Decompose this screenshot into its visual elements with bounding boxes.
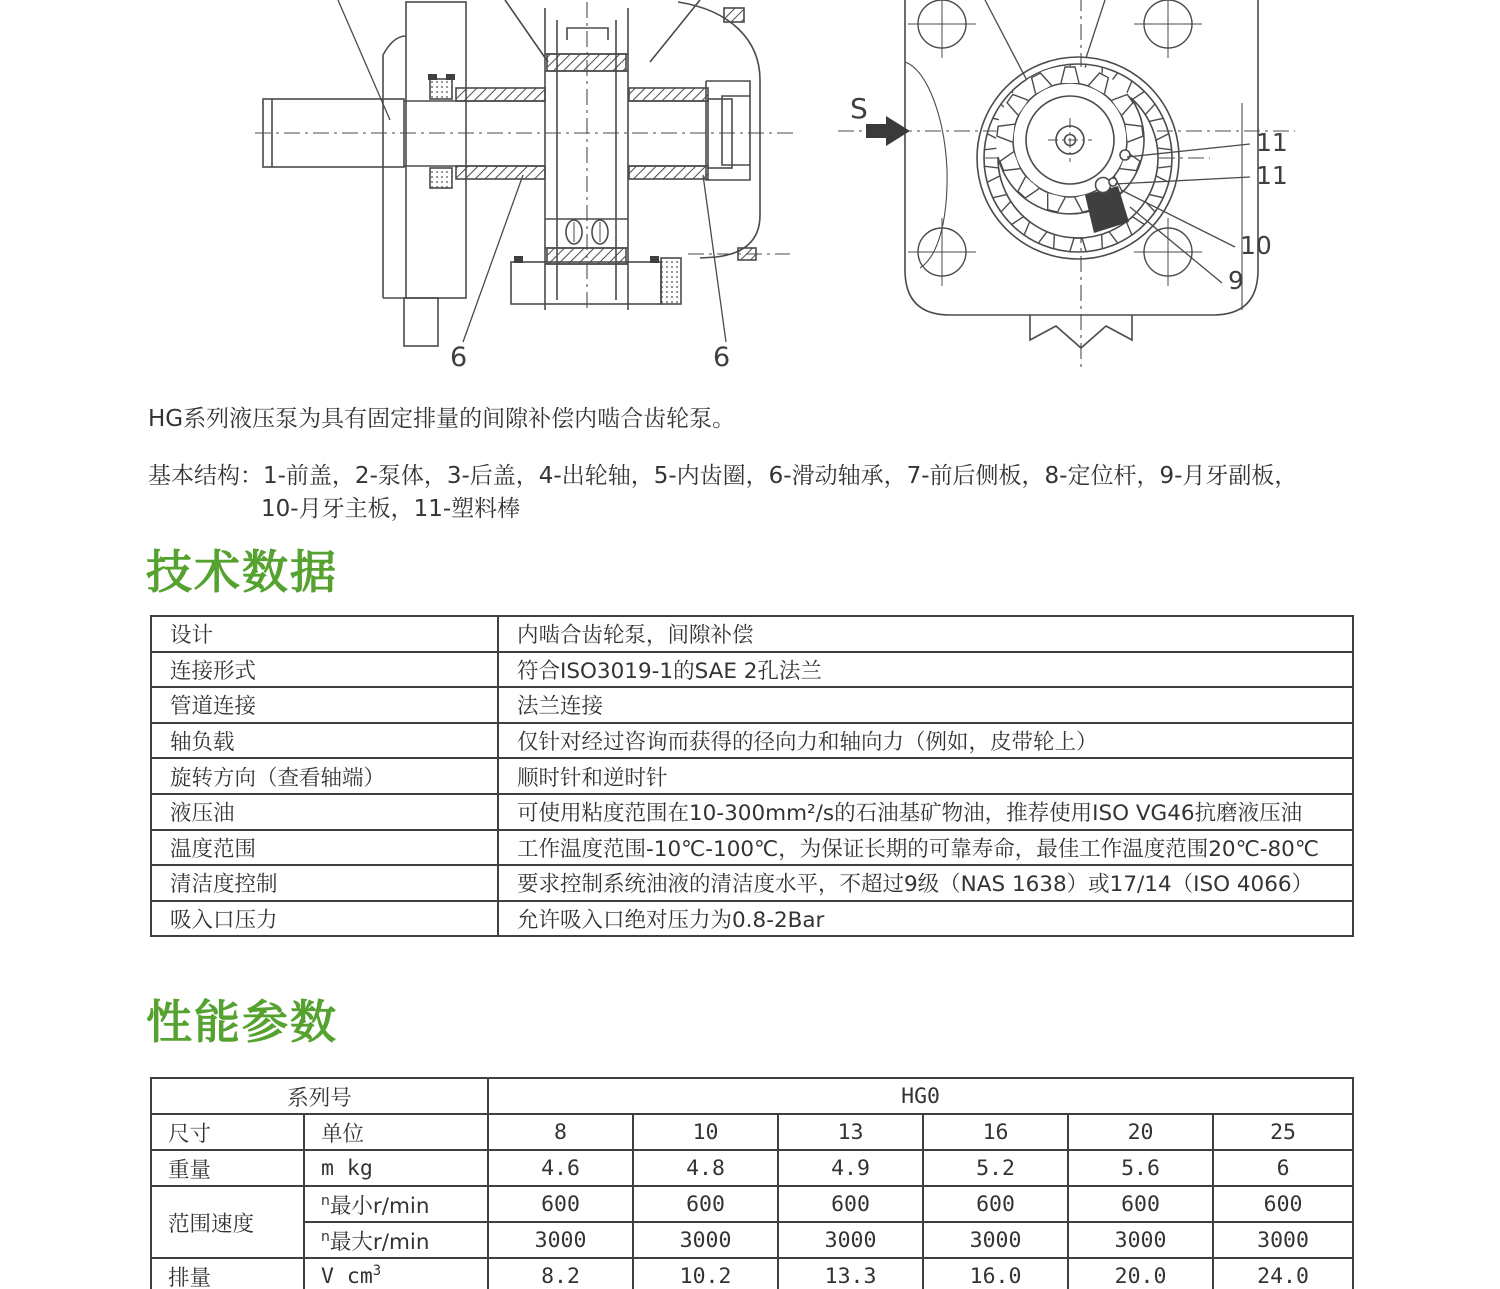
speed-max-value: 3000 — [778, 1222, 923, 1258]
inlet-arrow-label: S — [850, 92, 868, 125]
speed-max-value: 3000 — [488, 1222, 633, 1258]
tech-value: 可使用粘度范围在10-300mm²/s的石油基矿物油，推荐使用ISO VG46抗磨液压油 — [498, 794, 1353, 830]
table-row — [151, 687, 1353, 723]
tech-label: 液压油 — [151, 794, 498, 830]
displacement-unit — [304, 1258, 488, 1289]
series-value: HG0 — [488, 1078, 1353, 1114]
performance-table — [150, 1077, 1354, 1289]
speed-min-unit-sup: n — [321, 1192, 330, 1209]
weight-value: 4.9 — [778, 1150, 923, 1186]
tech-value: 工作温度范围-10℃-100℃，为保证长期的可靠寿命，最佳工作温度范围20℃-80℃ — [498, 830, 1353, 866]
callout-label-11b: 11 — [1256, 161, 1288, 190]
tech-label: 连接形式 — [151, 652, 498, 688]
weight-value: 5.6 — [1068, 1150, 1213, 1186]
callout-label-6-left: 6 — [450, 342, 468, 373]
weight-value: 4.8 — [633, 1150, 778, 1186]
size-value: 10 — [633, 1114, 778, 1150]
table-row — [151, 794, 1353, 830]
tech-value: 内啮合齿轮泵，间隙补偿 — [498, 616, 1353, 652]
table-row — [151, 758, 1353, 794]
speed-min-unit — [304, 1186, 488, 1222]
displacement-value: 24.0 — [1213, 1258, 1353, 1289]
plastic-rod-lower — [1109, 178, 1117, 186]
speed-min-row — [151, 1186, 1353, 1222]
intro-structure — [148, 460, 1500, 526]
size-value: 16 — [923, 1114, 1068, 1150]
tech-value: 法兰连接 — [498, 687, 1353, 723]
structure-line-1: 基本结构：1-前盖，2-泵体，3-后盖，4-出轮轴，5-内齿圈，6-滑动轴承，7-前后侧板，8-定位杆，9-月牙副板， — [148, 463, 1298, 489]
tech-data-table — [150, 615, 1354, 937]
speed-min-value: 600 — [1213, 1186, 1353, 1222]
intro-summary: HG系列液压泵为具有固定排量的间隙补偿内啮合齿轮泵。 — [148, 406, 736, 432]
speed-max-value: 3000 — [1068, 1222, 1213, 1258]
speed-min-value: 600 — [923, 1186, 1068, 1222]
size-value: 8 — [488, 1114, 633, 1150]
callout-label-10: 10 — [1240, 231, 1272, 260]
tech-value: 顺时针和逆时针 — [498, 758, 1353, 794]
size-value: 25 — [1213, 1114, 1353, 1150]
table-row — [151, 723, 1353, 759]
plastic-rod-upper — [1120, 150, 1130, 160]
speed-max-row — [151, 1222, 1353, 1258]
tech-data-heading: 技术数据 — [146, 545, 338, 599]
speed-max-value: 3000 — [633, 1222, 778, 1258]
speed-max-unit-sup: n — [321, 1228, 330, 1245]
structure-line-2: 10-月牙主板，11-塑料棒 — [261, 496, 521, 522]
front-view — [838, 0, 1295, 368]
table-row — [151, 901, 1353, 937]
tech-value: 要求控制系统油液的清洁度水平，不超过9级（NAS 1638）或17/14（ISO 4066） — [498, 865, 1353, 901]
speed-max-value: 3000 — [923, 1222, 1068, 1258]
weight-row — [151, 1150, 1353, 1186]
tech-label: 轴负载 — [151, 723, 498, 759]
tech-value: 允许吸入口绝对压力为0.8-2Bar — [498, 901, 1353, 937]
callout-label-11a: 11 — [1256, 128, 1288, 157]
tech-value: 仅针对经过咨询而获得的径向力和轴向力（例如，皮带轮上） — [498, 723, 1353, 759]
weight-unit: m kg — [304, 1150, 488, 1186]
speed-min-value: 600 — [633, 1186, 778, 1222]
size-label: 尺寸 — [151, 1114, 304, 1150]
size-row — [151, 1114, 1353, 1150]
tech-label: 设计 — [151, 616, 498, 652]
displacement-value: 16.0 — [923, 1258, 1068, 1289]
tech-label: 清洁度控制 — [151, 865, 498, 901]
callout-label-9: 9 — [1228, 266, 1244, 295]
speed-max-unit-text: 最大r/min — [329, 1229, 430, 1255]
table-row — [151, 830, 1353, 866]
speed-range-label: 范围速度 — [151, 1186, 304, 1258]
speed-max-unit — [304, 1222, 488, 1258]
perf-params-heading: 性能参数 — [146, 995, 338, 1049]
displacement-label: 排量 — [151, 1258, 304, 1289]
size-value: 13 — [778, 1114, 923, 1150]
weight-value: 6 — [1213, 1150, 1353, 1186]
tech-label: 温度范围 — [151, 830, 498, 866]
speed-min-unit-text: 最小r/min — [329, 1193, 430, 1219]
table-row — [151, 652, 1353, 688]
speed-max-value: 3000 — [1213, 1222, 1353, 1258]
displacement-value: 13.3 — [778, 1258, 923, 1289]
speed-min-value: 600 — [778, 1186, 923, 1222]
size-value: 20 — [1068, 1114, 1213, 1150]
speed-min-value: 600 — [488, 1186, 633, 1222]
tech-label: 吸入口压力 — [151, 901, 498, 937]
series-row — [151, 1078, 1353, 1114]
inlet-flow-arrow — [866, 116, 910, 146]
speed-min-value: 600 — [1068, 1186, 1213, 1222]
weight-label: 重量 — [151, 1150, 304, 1186]
displacement-row — [151, 1258, 1353, 1289]
series-label: 系列号 — [151, 1078, 488, 1114]
displacement-unit-sup: 3 — [372, 1262, 382, 1279]
tech-label: 管道连接 — [151, 687, 498, 723]
weight-value: 5.2 — [923, 1150, 1068, 1186]
table-row — [151, 616, 1353, 652]
displacement-unit-text: V cm — [321, 1264, 373, 1289]
displacement-value: 8.2 — [488, 1258, 633, 1289]
sectional-view — [255, 0, 798, 346]
tech-value: 符合ISO3019-1的SAE 2孔法兰 — [498, 652, 1353, 688]
displacement-value: 20.0 — [1068, 1258, 1213, 1289]
unit-label: 单位 — [304, 1114, 488, 1150]
table-row — [151, 865, 1353, 901]
weight-value: 4.6 — [488, 1150, 633, 1186]
tech-label: 旋转方向（查看轴端） — [151, 758, 498, 794]
locating-pin — [1096, 178, 1111, 193]
callout-label-6-right: 6 — [713, 342, 731, 373]
displacement-value: 10.2 — [633, 1258, 778, 1289]
pump-technical-drawings — [0, 0, 1500, 392]
